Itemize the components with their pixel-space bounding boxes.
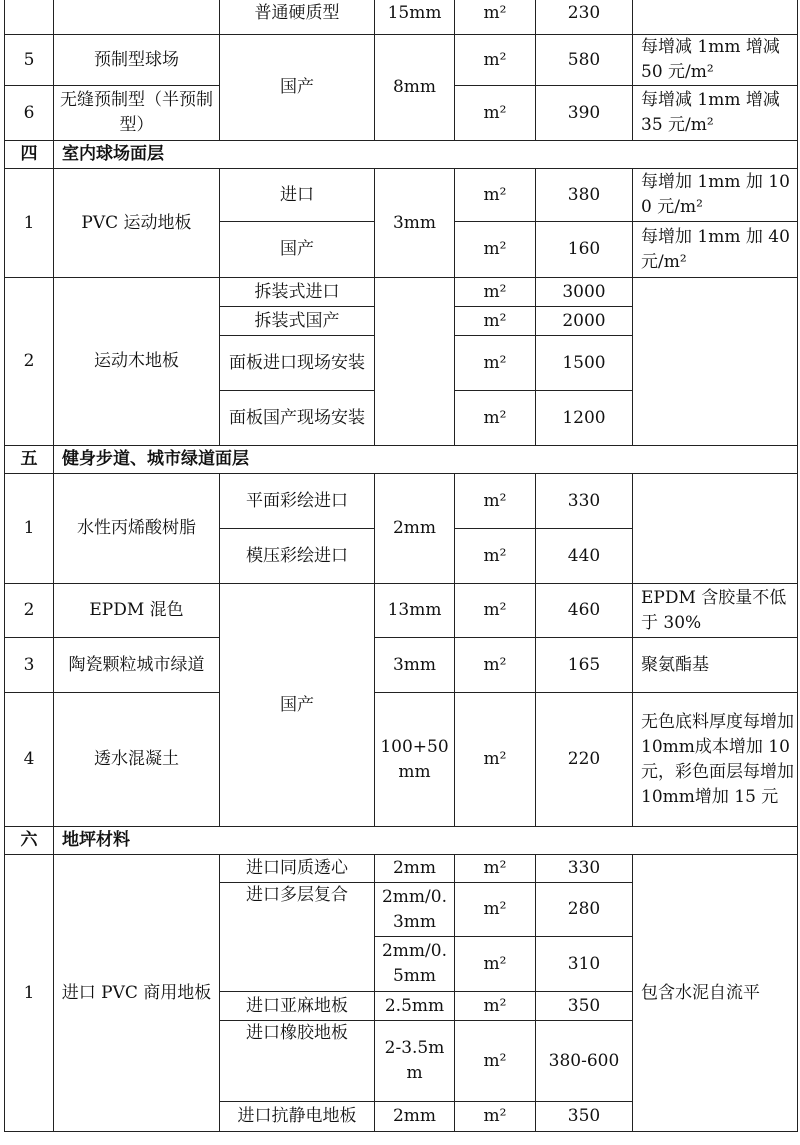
cell-no: 2 xyxy=(5,584,54,638)
cell-price: 460 xyxy=(536,584,633,638)
cell-unit: m² xyxy=(455,992,536,1021)
cell-unit: m² xyxy=(455,278,536,307)
cell-spec: 面板进口现场安装 xyxy=(220,336,375,391)
cell-unit: m² xyxy=(455,336,536,391)
cell-price: 330 xyxy=(536,474,633,529)
cell-name: 陶瓷颗粒城市绿道 xyxy=(54,638,220,693)
cell-note: 每增减 1mm 增减 50 元/m² xyxy=(633,35,798,86)
cell-unit: m² xyxy=(455,937,536,992)
cell-price: 330 xyxy=(536,855,633,883)
cell-note: 每增减 1mm 增减 35 元/m² xyxy=(633,86,798,141)
cell-spec: 进口抗静电地板 xyxy=(220,1102,375,1132)
section-title: 室内球场面层 xyxy=(54,141,798,169)
cell-thickness: 2mm xyxy=(375,855,455,883)
cell-price: 165 xyxy=(536,638,633,693)
section-number: 五 xyxy=(5,446,54,474)
section-header xyxy=(5,141,798,169)
cell-origin: 国产 xyxy=(220,584,375,827)
cell-price: 1500 xyxy=(536,336,633,391)
cell-spec: 进口亚麻地板 xyxy=(220,992,375,1021)
cell-name: 预制型球场 xyxy=(54,35,220,86)
cell-price: 390 xyxy=(536,86,633,141)
cell-name: EPDM 混色 xyxy=(54,584,220,638)
section-header xyxy=(5,827,798,855)
cell-name: 透水混凝土 xyxy=(54,693,220,827)
cell-thickness: 8mm xyxy=(375,35,455,141)
cell-price: 280 xyxy=(536,883,633,937)
cell-price: 380 xyxy=(536,169,633,222)
cell-unit: m² xyxy=(455,1102,536,1132)
cell-price: 220 xyxy=(536,693,633,827)
cell-note: 每增加 1mm 加 100 元/m² xyxy=(633,169,798,222)
cell-origin: 国产 xyxy=(220,35,375,141)
cell-spec: 进口同质透心 xyxy=(220,855,375,883)
cell-unit: m² xyxy=(455,169,536,222)
cell-price: 310 xyxy=(536,937,633,992)
cell-spec: 模压彩绘进口 xyxy=(220,529,375,584)
cell-thickness: 15mm xyxy=(375,0,455,35)
cell-name xyxy=(54,0,220,35)
table-row xyxy=(5,169,798,222)
cell-no: 1 xyxy=(5,474,54,584)
cell-name: 无缝预制型（半预制型） xyxy=(54,86,220,141)
section-title: 健身步道、城市绿道面层 xyxy=(54,446,798,474)
table-row xyxy=(5,0,798,35)
section-number: 六 xyxy=(5,827,54,855)
cell-unit: m² xyxy=(455,474,536,529)
table-row xyxy=(5,35,798,86)
cell-unit: m² xyxy=(455,855,536,883)
cell-thickness: 2mm/0.5mm xyxy=(375,937,455,992)
cell-note xyxy=(633,278,798,446)
cell-note: 无色底料厚度每增加10mm成本增加 10 元，彩色面层每增加10mm增加 15 元 xyxy=(633,693,798,827)
cell-no: 3 xyxy=(5,638,54,693)
table-row xyxy=(5,693,798,827)
cell-thickness: 2mm xyxy=(375,1102,455,1132)
cell-thickness: 2mm xyxy=(375,474,455,584)
section-number: 四 xyxy=(5,141,54,169)
cell-name: 运动木地板 xyxy=(54,278,220,446)
cell-no: 4 xyxy=(5,693,54,827)
table-row xyxy=(5,474,798,529)
cell-spec: 拆装式国产 xyxy=(220,307,375,336)
cell-unit: m² xyxy=(455,222,536,278)
cell-price: 350 xyxy=(536,1102,633,1132)
cell-origin: 国产 xyxy=(220,222,375,278)
cell-unit: m² xyxy=(455,883,536,937)
cell-unit: m² xyxy=(455,529,536,584)
price-table xyxy=(4,0,798,1132)
cell-thickness: 3mm xyxy=(375,638,455,693)
cell-unit: m² xyxy=(455,0,536,35)
cell-spec: 普通硬质型 xyxy=(220,0,375,35)
cell-no: 1 xyxy=(5,855,54,1132)
cell-note: 聚氨酯基 xyxy=(633,638,798,693)
cell-note: 每增加 1mm 加 40 元/m² xyxy=(633,222,798,278)
cell-no xyxy=(5,0,54,35)
cell-spec: 面板国产现场安装 xyxy=(220,391,375,446)
cell-name: PVC 运动地板 xyxy=(54,169,220,278)
table-row xyxy=(5,584,798,638)
cell-note xyxy=(633,0,798,35)
cell-spec: 进口橡胶地板 xyxy=(220,1021,375,1102)
cell-spec: 进口多层复合 xyxy=(220,883,375,992)
cell-spec: 平面彩绘进口 xyxy=(220,474,375,529)
cell-price: 160 xyxy=(536,222,633,278)
cell-spec: 拆装式进口 xyxy=(220,278,375,307)
cell-price: 3000 xyxy=(536,278,633,307)
cell-note: EPDM 含胶量不低于 30% xyxy=(633,584,798,638)
cell-unit: m² xyxy=(455,1021,536,1102)
cell-price: 580 xyxy=(536,35,633,86)
cell-origin: 进口 xyxy=(220,169,375,222)
cell-unit: m² xyxy=(455,584,536,638)
section-title: 地坪材料 xyxy=(54,827,798,855)
cell-price: 350 xyxy=(536,992,633,1021)
cell-no: 5 xyxy=(5,35,54,86)
cell-unit: m² xyxy=(455,638,536,693)
cell-no: 6 xyxy=(5,86,54,141)
cell-thickness: 2.5mm xyxy=(375,992,455,1021)
cell-note xyxy=(633,474,798,584)
cell-unit: m² xyxy=(455,307,536,336)
cell-no: 1 xyxy=(5,169,54,278)
cell-name: 进口 PVC 商用地板 xyxy=(54,855,220,1132)
table-row xyxy=(5,638,798,693)
cell-price: 380-600 xyxy=(536,1021,633,1102)
cell-price: 230 xyxy=(536,0,633,35)
cell-price: 2000 xyxy=(536,307,633,336)
cell-thickness: 13mm xyxy=(375,584,455,638)
cell-name: 水性丙烯酸树脂 xyxy=(54,474,220,584)
table-row xyxy=(5,278,798,307)
cell-unit: m² xyxy=(455,86,536,141)
table-row xyxy=(5,855,798,883)
cell-price: 440 xyxy=(536,529,633,584)
cell-thickness: 2-3.5mm xyxy=(375,1021,455,1102)
cell-unit: m² xyxy=(455,391,536,446)
cell-thickness: 2mm/0.3mm xyxy=(375,883,455,937)
cell-thickness xyxy=(375,278,455,446)
cell-thickness: 3mm xyxy=(375,169,455,278)
section-header xyxy=(5,446,798,474)
cell-note: 包含水泥自流平 xyxy=(633,855,798,1132)
cell-unit: m² xyxy=(455,35,536,86)
cell-price: 1200 xyxy=(536,391,633,446)
cell-unit: m² xyxy=(455,693,536,827)
cell-no: 2 xyxy=(5,278,54,446)
cell-thickness: 100+50mm xyxy=(375,693,455,827)
